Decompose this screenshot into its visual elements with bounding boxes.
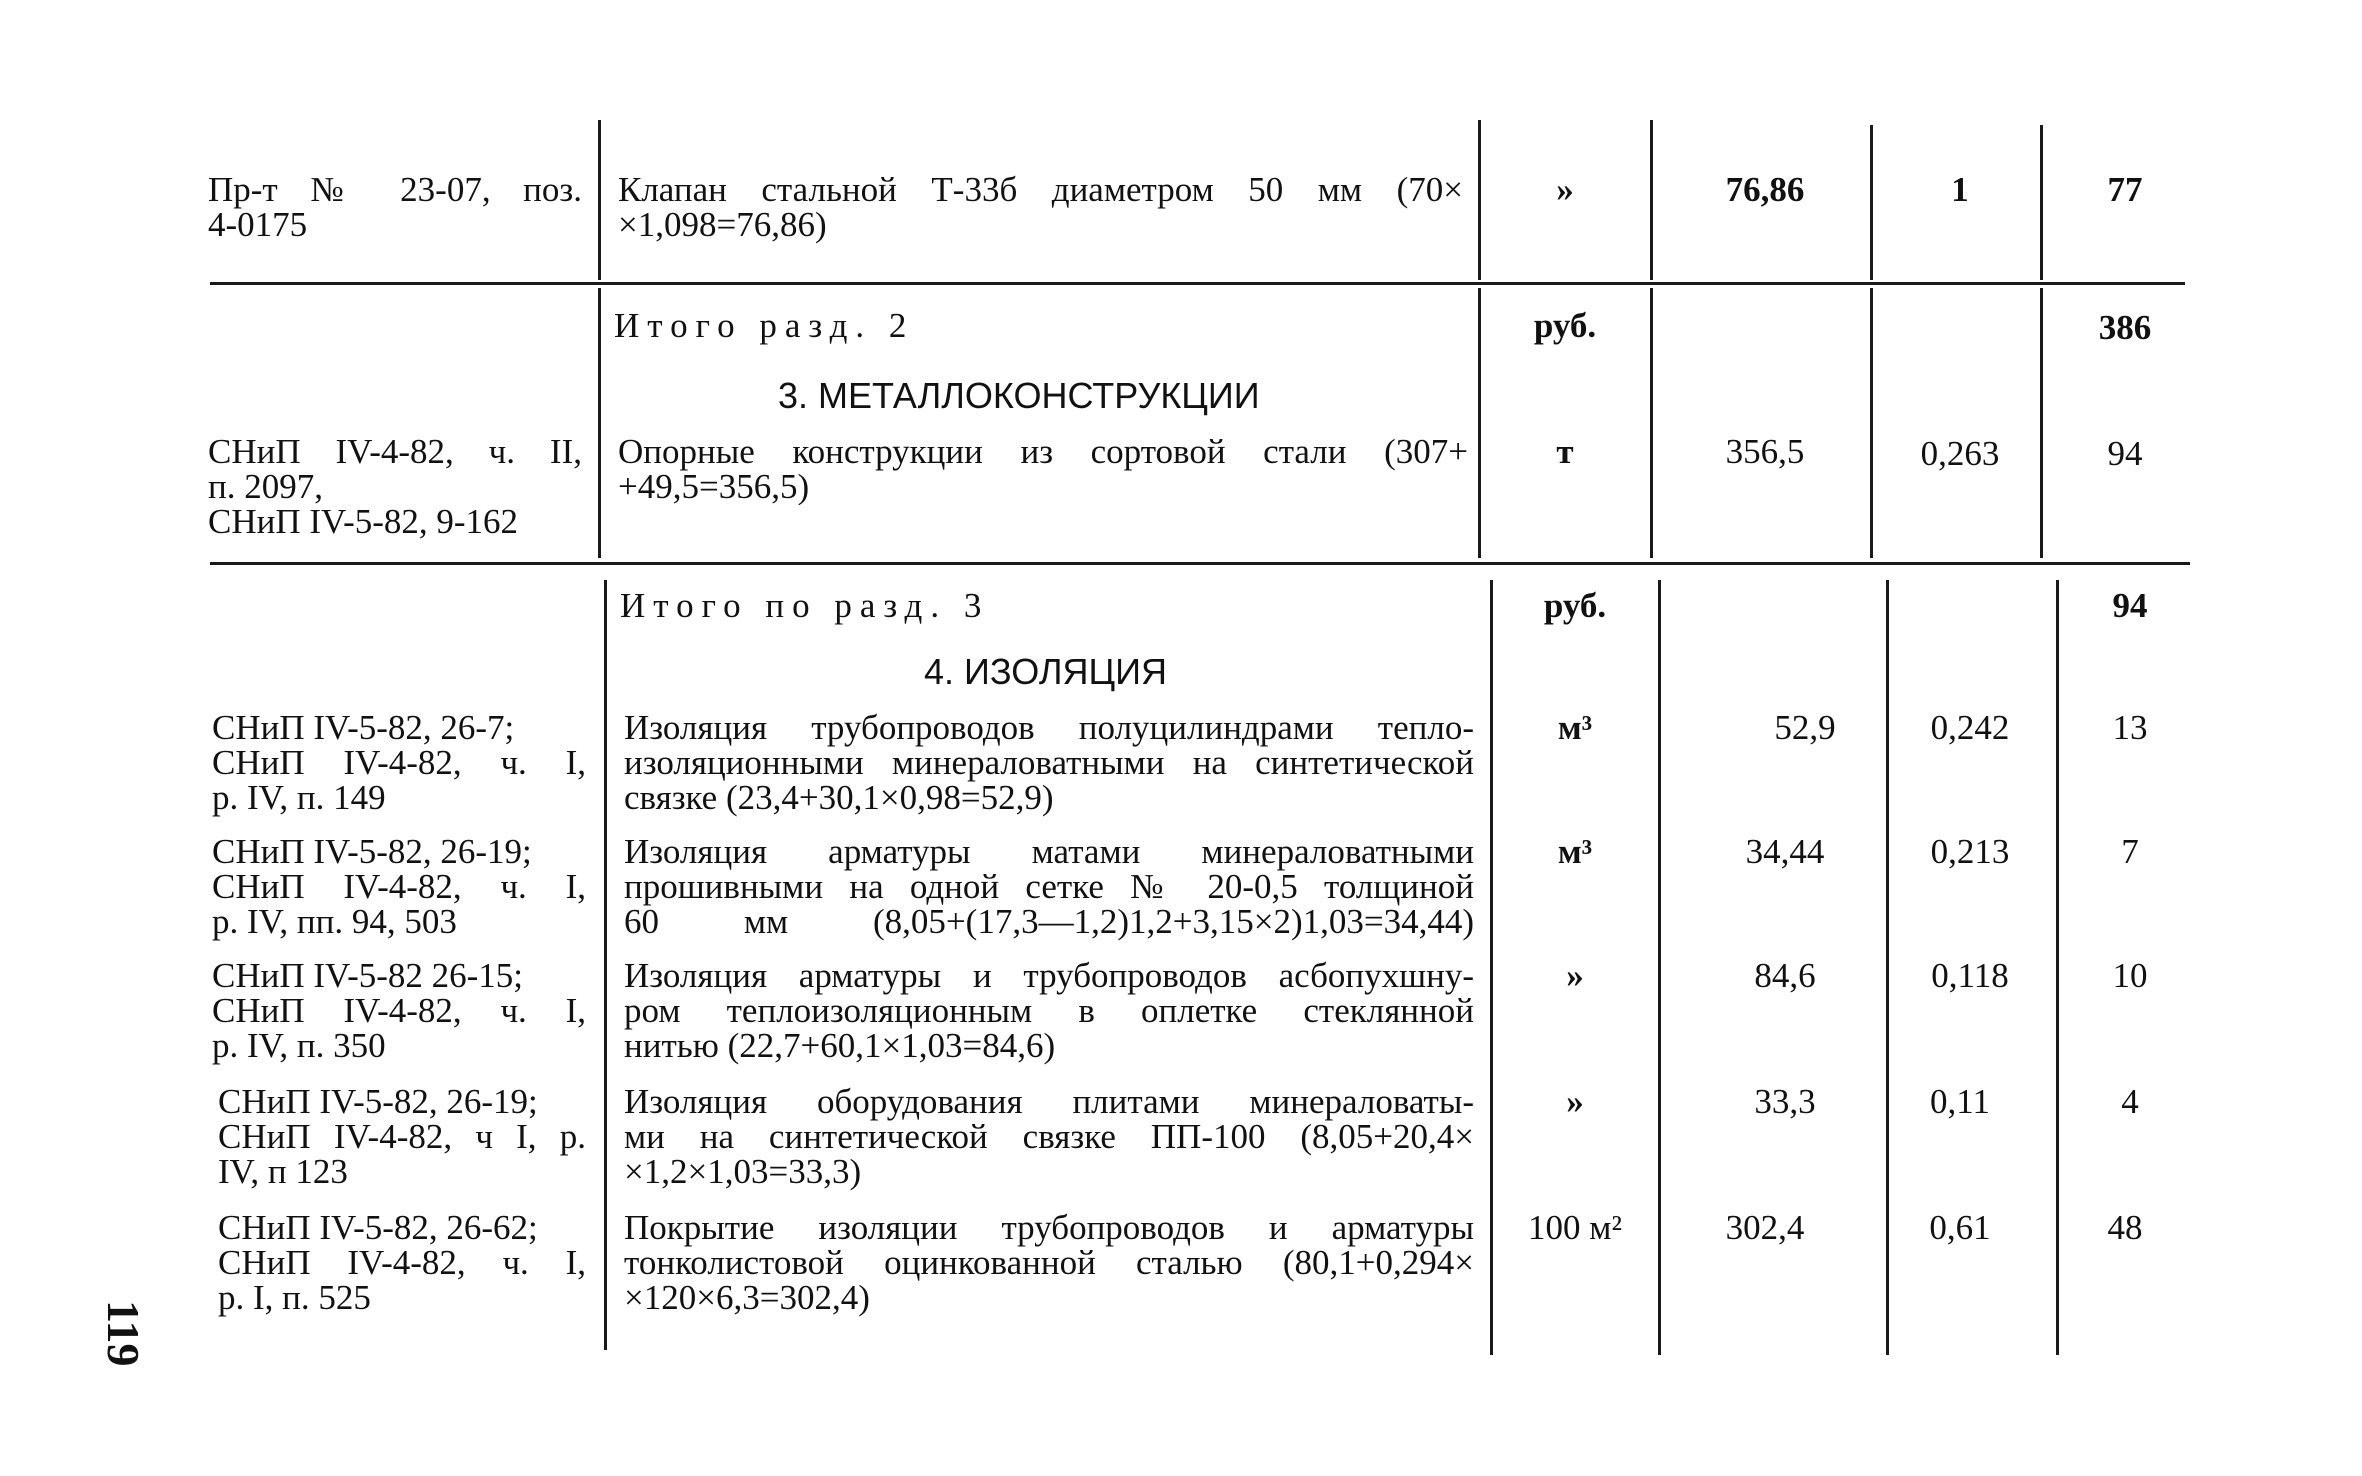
col-divider: [598, 288, 601, 558]
col-divider: [2040, 288, 2043, 558]
row-unit: т: [1556, 432, 1574, 471]
row-description: Изоляция арматуры и трубопроводов асбопухшну- ром теплоизоляционным в оплетке стеклянной нитью (22,7+60,1×1,03=84,6): [624, 956, 1474, 1065]
row-unit: руб.: [1543, 586, 1607, 625]
row-unit: »: [1566, 1082, 1584, 1121]
row-total: 10: [2112, 956, 2148, 995]
row-coefficient: 0,242: [1930, 708, 2010, 747]
row-description: Изоляция трубопроводов полуцилиндрами тепло- изоляционными минераловатными на синтетической связке (23,4+30,1×0,98=52,9): [624, 708, 1474, 817]
col-divider: [1490, 580, 1493, 1355]
row-unit: м³: [1557, 832, 1593, 871]
row-separator: [210, 282, 2185, 285]
section4-heading: 4. ИЗОЛЯЦИЯ: [924, 651, 1167, 692]
col-divider: [2056, 580, 2059, 1355]
row-quantity: 356,5: [1725, 432, 1805, 471]
row-total: 7: [2121, 832, 2139, 871]
col-divider: [1658, 580, 1661, 1355]
row-total: 386: [2098, 308, 2152, 347]
row-quantity: 34,44: [1745, 832, 1825, 871]
row-unit: »: [1566, 956, 1584, 995]
row-coefficient: 0,11: [1930, 1082, 1990, 1121]
row-reference: СНиП IV-5-82, 26-19; СНиП IV-4-82, ч I, р. IV, п 123: [218, 1082, 586, 1191]
row-description: Покрытие изоляции трубопроводов и арматуры тонколистовой оцинкованной сталью (80,1+0,294× ×120×6,3=302,4): [624, 1208, 1474, 1317]
row-unit: руб.: [1533, 306, 1597, 345]
row-coefficient: 0,213: [1930, 832, 2010, 871]
section-total-label: Итого разд. 2: [614, 306, 915, 345]
row-quantity: 302,4: [1725, 1208, 1805, 1247]
row-total: 77: [2107, 170, 2143, 209]
row-reference: Пр-т № 23-07, поз. 4-0175: [208, 170, 582, 244]
col-divider: [1650, 120, 1653, 280]
row-description: Изоляция оборудования плитами минераловаты- ми на синтетической связке ПП-100 (8,05+20,4× ×1,2×1,03=33,3): [624, 1082, 1474, 1191]
row-total: 4: [2121, 1082, 2139, 1121]
col-divider: [1870, 288, 1873, 558]
col-divider: [2040, 125, 2043, 280]
col-divider: [604, 580, 607, 1350]
col-divider: [1478, 288, 1481, 558]
row-description: Опорные конструкции из сортовой стали (307+ +49,5=356,5): [618, 432, 1468, 506]
col-divider: [1478, 120, 1481, 280]
row-coefficient: 0,118: [1931, 956, 2009, 995]
row-total: 94: [2112, 586, 2148, 625]
row-unit: 100 м²: [1528, 1208, 1622, 1247]
row-reference: СНиП IV-4-82, ч. II, п. 2097, СНиП IV-5-82, 9-162: [208, 432, 582, 541]
row-quantity: 33,3: [1754, 1082, 1816, 1121]
row-reference: СНиП IV-5-82, 26-19; СНиП IV-4-82, ч. I, р. IV, пп. 94, 503: [212, 832, 586, 941]
row-reference: СНиП IV-5-82, 26-7; СНиП IV-4-82, ч. I, р. IV, п. 149: [212, 708, 586, 817]
row-total: 48: [2107, 1208, 2143, 1247]
row-separator: [210, 562, 2190, 565]
section-total-label: Итого по разд. 3: [620, 586, 990, 625]
row-quantity: 84,6: [1754, 956, 1816, 995]
row-coefficient: 1: [1951, 170, 1969, 209]
row-reference: СНиП IV-5-82, 26-62; СНиП IV-4-82, ч. I, р. I, п. 525: [218, 1208, 586, 1317]
col-divider: [1650, 288, 1653, 558]
row-quantity: 52,9: [1774, 708, 1836, 747]
row-unit: »: [1556, 170, 1574, 209]
row-quantity: 76,86: [1725, 170, 1805, 209]
col-divider: [1886, 580, 1889, 1355]
col-divider: [1870, 125, 1873, 280]
row-coefficient: 0,263: [1920, 434, 2000, 473]
col-divider: [598, 120, 601, 280]
row-total: 94: [2107, 434, 2143, 473]
row-total: 13: [2112, 708, 2148, 747]
row-reference: СНиП IV-5-82 26-15; СНиП IV-4-82, ч. I, р. IV, п. 350: [212, 956, 586, 1065]
row-coefficient: 0,61: [1929, 1208, 1991, 1247]
page-number: 119: [98, 1300, 149, 1367]
section3-heading: 3. МЕТАЛЛОКОНСТРУКЦИИ: [778, 375, 1260, 416]
row-unit: м³: [1557, 708, 1593, 747]
row-description: Изоляция арматуры матами минераловатными прошивными на одной сетке № 20-0,5 толщиной 60 мм (8,05+(17,3—1,2)1,2+3,15×2)1,03=34,44): [624, 832, 1474, 941]
row-description: Клапан стальной Т-33б диаметром 50 мм (70× ×1,098=76,86): [618, 170, 1463, 244]
